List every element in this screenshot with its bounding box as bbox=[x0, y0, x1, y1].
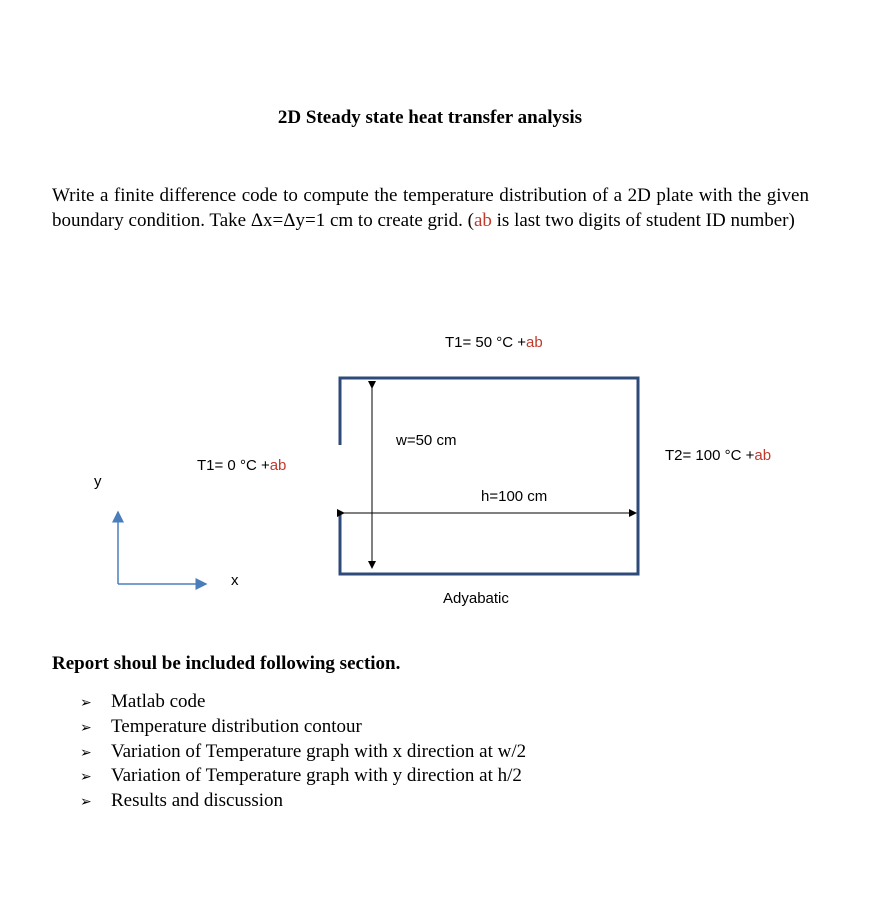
bullet-arrow-icon: ➢ bbox=[80, 719, 92, 736]
top-boundary-suffix: ab bbox=[526, 334, 543, 351]
plate-boundary bbox=[340, 378, 638, 574]
problem-text-end: is last two digits of student ID number) bbox=[491, 209, 795, 231]
student-id-highlight: ab bbox=[473, 209, 492, 231]
list-item bbox=[80, 740, 526, 765]
y-axis-label: y bbox=[94, 473, 102, 490]
left-boundary-label bbox=[197, 457, 286, 474]
bottom-boundary-label: Adyabatic bbox=[443, 590, 509, 607]
list-item bbox=[80, 715, 526, 740]
page-title: 2D Steady state heat transfer analysis bbox=[277, 107, 583, 128]
left-boundary-suffix: ab bbox=[269, 457, 287, 474]
width-label: w=50 cm bbox=[396, 432, 457, 449]
height-label: h=100 cm bbox=[481, 488, 548, 505]
list-item bbox=[80, 690, 526, 715]
right-boundary-suffix: ab bbox=[754, 447, 772, 464]
top-boundary-label bbox=[445, 334, 543, 351]
list-item bbox=[80, 764, 526, 789]
bullet-arrow-icon: ➢ bbox=[80, 695, 92, 711]
list-item-text: Results and discussion bbox=[111, 790, 284, 812]
bullet-arrow-icon: ➢ bbox=[80, 794, 92, 811]
left-boundary-text: T1= 0 °C + bbox=[197, 457, 270, 474]
problem-text-start: Write a finite difference code to compute the temperature distribution of a 2D plate with the given boundary condition. Take Δx=Δy=1 cm to create grid. ( bbox=[52, 185, 809, 231]
list-item bbox=[80, 789, 526, 814]
x-axis-label: x bbox=[231, 572, 239, 589]
right-boundary-label bbox=[665, 447, 771, 464]
bullet-arrow-icon: ➢ bbox=[80, 744, 92, 761]
list-item-text: Variation of Temperature graph with x direction at w/2 bbox=[111, 740, 527, 762]
list-item-text: Variation of Temperature graph with y direction at h/2 bbox=[111, 765, 522, 787]
report-heading: Report shoul be included following section. bbox=[52, 653, 401, 674]
list-item-text: Temperature distribution contour bbox=[111, 715, 362, 737]
list-item-text: Matlab code bbox=[111, 691, 206, 712]
top-boundary-text: T1= 50 °C + bbox=[445, 334, 527, 351]
right-boundary-text: T2= 100 °C + bbox=[665, 447, 755, 464]
report-sections-list bbox=[80, 690, 526, 814]
bullet-arrow-icon: ➢ bbox=[80, 769, 92, 786]
